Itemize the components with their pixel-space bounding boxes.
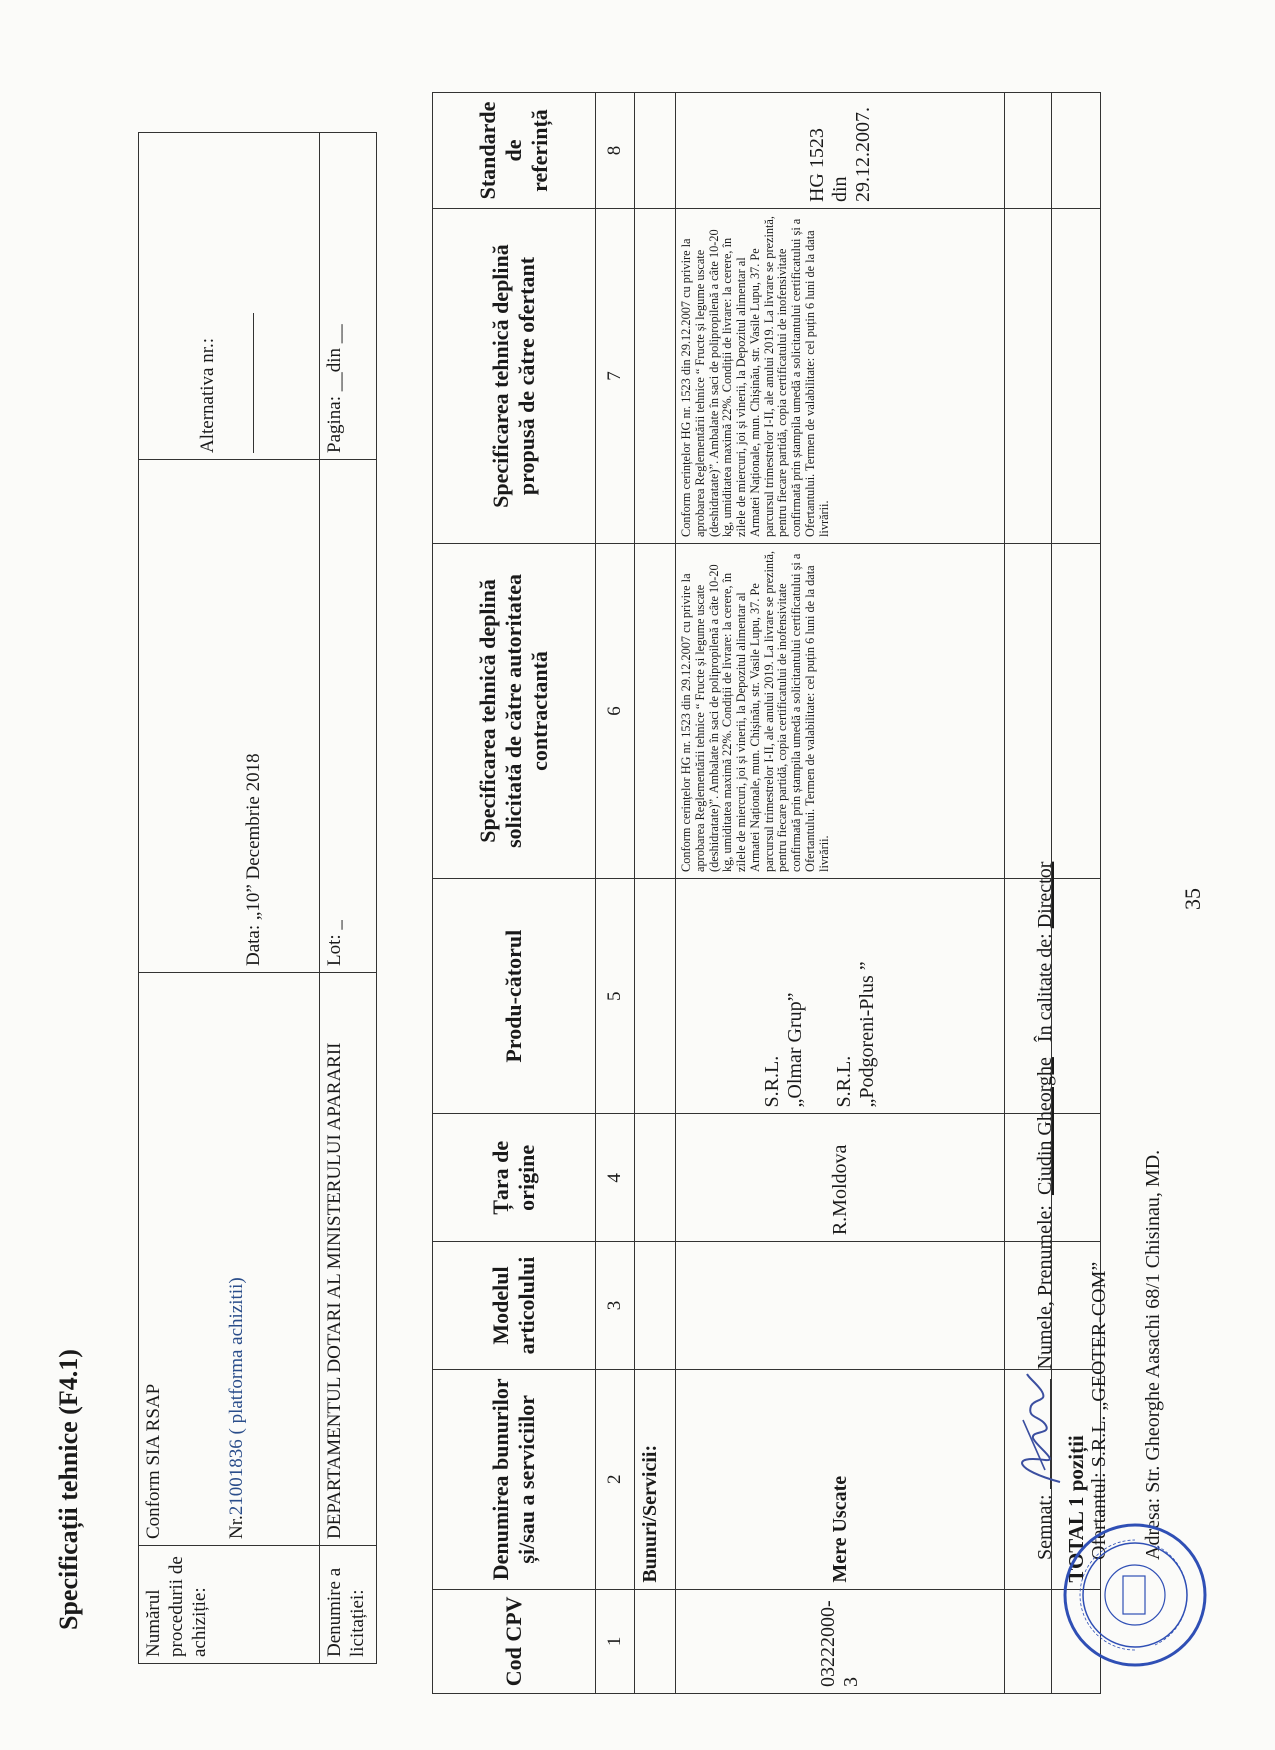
tender-label: Denumire a licitației: — [320, 1546, 377, 1664]
item-standard: HG 1523 din 29.12.2007. — [676, 93, 1005, 209]
column-number: 4 — [596, 1114, 635, 1242]
alternative-blank-line — [238, 139, 261, 453]
item-name: Mere Uscate — [676, 1369, 1005, 1589]
signer-role: Director — [1034, 861, 1056, 929]
header-spec-requested: Specificarea tehnică deplină solicitată de către autoritatea contractantă — [433, 543, 596, 878]
column-number: 3 — [596, 1242, 635, 1370]
item-spec-requested: Conform cerințelor HG nr. 1523 din 29.12.2007 cu privire la aprobarea Reglementării tehnice “ Fructe și legume uscate (deshidratate)”. Ambalate în saci de polipropilenă a câte 10-20 kg, umiditatea maximă 22%. Condiții de livrare: la cerere, în zilele de miercuri, joi și vinerii, la Depozitul alimentar al Armatei Naționale, mun. Chișinău, str. Vasile Lupu, 37. Pe parcursul trimestrelor I-II, ale anului 2019. La livrare se prezintă, pentru fiecare partidă, copia certificatului de inofensivitate confirmată prin ștampila umedă a solicitantului certificatului și a Ofertantului. Termen de valabilitate: cel puțin 6 luni de la data livrării. — [676, 543, 1005, 878]
column-number: 6 — [596, 543, 635, 878]
document-page — [30, 30, 1240, 1710]
procedure-line1: Conform SIA RSAP — [143, 1383, 164, 1539]
address-line: Adresa: Str. Gheorghe Aasachi 68/1 Chisinau, MD. — [1142, 1149, 1164, 1560]
tender-value: DEPARTAMENTUL DOTARI AL MINISTERULUI APARARII — [320, 973, 377, 1546]
header-model: Modelul articolului — [433, 1242, 596, 1370]
header-producer: Produ-cătorul — [433, 878, 596, 1114]
signer-name: Ciudin Gheorghe — [1034, 1057, 1056, 1196]
procedure-info-table — [138, 132, 377, 1664]
header-standard: Standarde de referință — [433, 93, 596, 209]
group-label: Bunuri/Servicii: — [635, 1369, 676, 1589]
item-producers — [676, 878, 1005, 1114]
producer-2: S.R.L. „Podgoreni-Plus ” — [833, 961, 878, 1108]
signed-label: Semnat: — [1034, 1494, 1056, 1560]
specification-table — [432, 92, 1101, 1694]
handwritten-signature — [1005, 1370, 1075, 1490]
procedure-label: Numărul procedurii de achiziție: — [139, 1546, 320, 1664]
header-name: Denumirea bunurilor și/sau a serviciilor — [433, 1369, 596, 1589]
document-title: Specificații tehnice (F4.1) — [54, 1349, 83, 1630]
header-cpv: Cod CPV — [433, 1589, 596, 1693]
table-row — [676, 93, 1005, 1694]
column-number: 1 — [596, 1589, 635, 1693]
item-cpv: 03222000-3 — [676, 1589, 1005, 1693]
column-number: 5 — [596, 878, 635, 1114]
page-field: Pagina: __din __ — [320, 133, 377, 460]
name-label: Numele, Prenumele: — [1034, 1205, 1056, 1370]
page-number: 35 — [1180, 888, 1205, 910]
column-number-row — [596, 93, 635, 1694]
procedure-prefix: Nr. — [225, 1515, 247, 1539]
procedure-line2 — [226, 979, 249, 1539]
procedure-number: 21001836 — [225, 1439, 247, 1516]
item-model — [676, 1242, 1005, 1370]
role-label: În calitate de: — [1034, 933, 1056, 1043]
group-row — [635, 93, 676, 1694]
item-origin: R.Moldova — [676, 1114, 1005, 1242]
item-spec-offered: Conform cerințelor HG nr. 1523 din 29.12.2007 cu privire la aprobarea Reglementării tehnice “ Fructe și legume uscate (deshidratate)”. Ambalate în saci de polipropilenă a câte 10-20 kg, umiditatea maximă 22%. Condiții de livrare: la cerere, în zilele de miercuri, joi și vinerii, la Depozitul alimentar al Armatei Naționale, mun. Chișinău, str. Vasile Lupu, 37. Pe parcursul trimestrelor I-II, ale anului 2019. La livrare se prezintă, pentru fiecare partidă, copia certificatului de inofensivitate confirmată prin ștampila umedă a solicitantului certificatului și a Ofertantului. Termen de valabilitate: cel puțin 6 luni de la data livrării. — [676, 209, 1005, 544]
procedure-date: Data: „10” Decembrie 2018 — [139, 460, 320, 973]
table-header-row — [433, 93, 596, 1694]
alternative-cell — [139, 133, 320, 460]
procedure-number-cell — [139, 973, 320, 1546]
header-spec-offered: Specificarea tehnică deplină propusă de către ofertant — [433, 209, 596, 544]
column-number: 2 — [596, 1369, 635, 1589]
producer-1: S.R.L. „Olmar Grup” — [761, 992, 806, 1108]
total-label: TOTAL 1 poziții — [1052, 1369, 1101, 1589]
alternative-label: Alternativa nr.: — [197, 337, 219, 453]
procedure-platform: ( platforma achizitii) — [225, 1277, 247, 1440]
header-origin: Țara de origine — [433, 1114, 596, 1242]
column-number: 8 — [596, 93, 635, 209]
lot-field: Lot: _ — [320, 460, 377, 973]
column-number: 7 — [596, 209, 635, 544]
company-stamp — [1060, 1520, 1210, 1670]
bidder-line: Ofertantul: S.R.L. „GEOTER-COM” — [1088, 1261, 1110, 1560]
